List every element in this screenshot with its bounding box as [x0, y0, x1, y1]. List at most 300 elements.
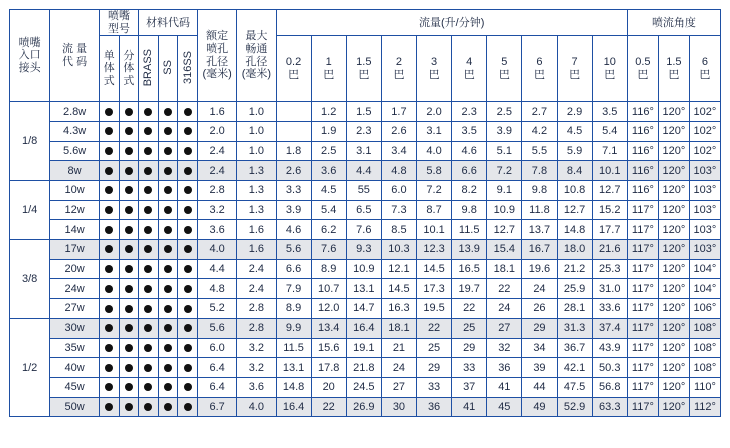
flow-code-cell: 14w	[50, 220, 100, 240]
rated-orifice-cell: 5.2	[198, 299, 237, 319]
flow-value-cell: 12.1	[381, 259, 416, 279]
flow-value-cell: 2.6	[381, 121, 416, 141]
flow-value-cell: 16.3	[381, 299, 416, 319]
filled-dot-icon	[184, 265, 192, 273]
rated-orifice-cell: 3.2	[198, 200, 237, 220]
flow-value-cell: 2.0	[417, 102, 452, 122]
flow-value-cell: 11.8	[522, 200, 557, 220]
flow-value-cell: 3.5	[452, 121, 487, 141]
max-passage-cell: 2.4	[237, 279, 276, 299]
availability-dot-cell	[139, 377, 159, 397]
flow-value-cell: 33	[417, 377, 452, 397]
filled-dot-icon	[164, 186, 172, 194]
single-piece-header: 单 体 式	[99, 36, 119, 102]
filled-dot-icon	[164, 206, 172, 214]
filled-dot-icon	[164, 167, 172, 175]
spray-angle-cell: 103°	[689, 220, 720, 240]
flow-value-cell: 4.0	[417, 141, 452, 161]
flow-value-cell: 3.1	[346, 141, 381, 161]
flow-value-cell: 2.7	[522, 102, 557, 122]
filled-dot-icon	[184, 403, 192, 411]
flow-value-cell: 7.1	[592, 141, 627, 161]
filled-dot-icon	[144, 226, 152, 234]
flow-value-cell: 7.8	[522, 161, 557, 181]
rated-orifice-cell: 4.4	[198, 259, 237, 279]
flow-code-cell: 20w	[50, 259, 100, 279]
flow-value-cell: 9.1	[487, 181, 522, 201]
flow-value-cell: 22	[311, 397, 346, 417]
flow-value-cell: 11.5	[276, 338, 311, 358]
flow-value-cell: 7.6	[311, 240, 346, 260]
filled-dot-icon	[184, 245, 192, 253]
table-row	[10, 358, 721, 378]
table-row	[10, 377, 721, 397]
spray-angle-cell: 116°	[627, 141, 658, 161]
spray-angle-cell: 120°	[658, 397, 689, 417]
angle-pressure-header: 0.5 巴	[627, 36, 658, 102]
table-row	[10, 220, 721, 240]
flow-value-cell: 26.9	[346, 397, 381, 417]
availability-dot-cell	[99, 141, 119, 161]
flow-value-cell: 19.5	[417, 299, 452, 319]
availability-dot-cell	[139, 181, 159, 201]
availability-dot-cell	[139, 397, 159, 417]
flow-value-cell: 43.9	[592, 338, 627, 358]
spray-angle-cell: 120°	[658, 259, 689, 279]
spray-angle-cell: 102°	[689, 121, 720, 141]
filled-dot-icon	[164, 108, 172, 116]
flow-value-cell: 10.9	[487, 200, 522, 220]
filled-dot-icon	[125, 285, 133, 293]
flow-value-cell: 31.3	[557, 318, 592, 338]
rated-orifice-cell: 6.4	[198, 358, 237, 378]
flow-value-cell: 6.2	[311, 220, 346, 240]
max-passage-cell: 2.8	[237, 299, 276, 319]
flow-value-cell: 6.0	[381, 181, 416, 201]
availability-dot-cell	[178, 161, 198, 181]
max-passage-cell: 2.4	[237, 259, 276, 279]
flow-value-cell: 5.5	[522, 141, 557, 161]
availability-dot-cell	[158, 181, 178, 201]
flow-value-cell: 15.2	[592, 200, 627, 220]
flow-value-cell: 18.1	[487, 259, 522, 279]
filled-dot-icon	[125, 127, 133, 135]
spray-angle-cell: 117°	[627, 299, 658, 319]
max-passage-cell: 1.3	[237, 181, 276, 201]
flow-value-cell: 12.3	[417, 240, 452, 260]
flow-value-cell: 14.8	[557, 220, 592, 240]
flow-value-cell: 56.8	[592, 377, 627, 397]
flow-code-cell: 40w	[50, 358, 100, 378]
flow-value-cell: 5.4	[592, 121, 627, 141]
spray-angle-cell: 120°	[658, 377, 689, 397]
rated-orifice-cell: 2.0	[198, 121, 237, 141]
filled-dot-icon	[105, 167, 113, 175]
availability-dot-cell	[139, 240, 159, 260]
flow-value-cell: 16.7	[522, 240, 557, 260]
flow-value-cell: 25.9	[557, 279, 592, 299]
table-row	[10, 121, 721, 141]
max-passage-cell: 3.2	[237, 338, 276, 358]
flow-value-cell: 52.9	[557, 397, 592, 417]
flow-value-cell: 15.6	[311, 338, 346, 358]
spray-angle-cell: 102°	[689, 102, 720, 122]
inlet-size-cell: 1/4	[10, 181, 50, 240]
filled-dot-icon	[144, 108, 152, 116]
flow-value-cell: 9.9	[276, 318, 311, 338]
rated-orifice-cell: 2.8	[198, 181, 237, 201]
flow-value-cell: 7.9	[276, 279, 311, 299]
filled-dot-icon	[164, 147, 172, 155]
availability-dot-cell	[99, 161, 119, 181]
flow-value-cell: 13.4	[311, 318, 346, 338]
filled-dot-icon	[144, 383, 152, 391]
spray-angle-cell: 120°	[658, 220, 689, 240]
max-passage-cell: 1.3	[237, 161, 276, 181]
flow-value-cell: 7.2	[487, 161, 522, 181]
spray-angle-cell: 117°	[627, 318, 658, 338]
spray-nozzle-spec-table-container	[9, 9, 721, 417]
pressure-header: 4 巴	[452, 36, 487, 102]
availability-dot-cell	[119, 279, 139, 299]
filled-dot-icon	[184, 305, 192, 313]
flow-value-cell: 37	[452, 377, 487, 397]
filled-dot-icon	[105, 108, 113, 116]
spray-angle-cell: 117°	[627, 220, 658, 240]
spray-angle-cell: 120°	[658, 318, 689, 338]
spray-angle-cell: 120°	[658, 358, 689, 378]
flow-code-cell: 12w	[50, 200, 100, 220]
flow-value-cell	[276, 102, 311, 122]
spray-angle-cell: 120°	[658, 338, 689, 358]
spray-angle-cell: 120°	[658, 200, 689, 220]
spray-angle-cell: 120°	[658, 102, 689, 122]
flow-value-cell: 24.5	[346, 377, 381, 397]
availability-dot-cell	[119, 338, 139, 358]
availability-dot-cell	[158, 338, 178, 358]
availability-dot-cell	[99, 318, 119, 338]
filled-dot-icon	[164, 305, 172, 313]
table-row	[10, 338, 721, 358]
availability-dot-cell	[139, 141, 159, 161]
availability-dot-cell	[99, 259, 119, 279]
spray-angle-cell: 108°	[689, 338, 720, 358]
flow-code-cell: 27w	[50, 299, 100, 319]
filled-dot-icon	[184, 324, 192, 332]
availability-dot-cell	[178, 377, 198, 397]
flow-value-cell: 3.6	[311, 161, 346, 181]
rated-orifice-cell: 4.0	[198, 240, 237, 260]
flow-value-cell: 24	[522, 279, 557, 299]
flow-value-cell: 1.7	[381, 102, 416, 122]
flow-value-cell: 49	[522, 397, 557, 417]
flow-value-cell: 6.5	[346, 200, 381, 220]
flow-value-cell: 33.6	[592, 299, 627, 319]
spray-angle-cell: 120°	[658, 161, 689, 181]
pressure-header: 10 巴	[592, 36, 627, 102]
filled-dot-icon	[105, 147, 113, 155]
flow-value-cell: 3.3	[276, 181, 311, 201]
flow-value-cell: 8.2	[452, 181, 487, 201]
filled-dot-icon	[164, 127, 172, 135]
flow-code-cell: 10w	[50, 181, 100, 201]
filled-dot-icon	[125, 305, 133, 313]
flow-value-cell: 17.8	[311, 358, 346, 378]
material-code-header: 材料代码	[139, 10, 198, 36]
flow-value-cell: 34	[522, 338, 557, 358]
flow-value-cell: 2.5	[487, 102, 522, 122]
flow-value-cell: 10.7	[311, 279, 346, 299]
angle-pressure-header: 1.5 巴	[658, 36, 689, 102]
flow-value-cell: 24	[487, 299, 522, 319]
availability-dot-cell	[178, 358, 198, 378]
flow-value-cell: 8.5	[381, 220, 416, 240]
flow-value-cell: 21.8	[346, 358, 381, 378]
flow-code-cell: 30w	[50, 318, 100, 338]
availability-dot-cell	[178, 181, 198, 201]
filled-dot-icon	[164, 226, 172, 234]
flow-value-cell: 47.5	[557, 377, 592, 397]
table-row	[10, 141, 721, 161]
availability-dot-cell	[178, 102, 198, 122]
flow-value-cell: 8.7	[417, 200, 452, 220]
flow-value-cell: 3.1	[417, 121, 452, 141]
filled-dot-icon	[125, 245, 133, 253]
flow-value-cell: 2.5	[311, 141, 346, 161]
filled-dot-icon	[125, 383, 133, 391]
filled-dot-icon	[125, 265, 133, 273]
spray-angle-cell: 120°	[658, 181, 689, 201]
filled-dot-icon	[184, 383, 192, 391]
table-row	[10, 259, 721, 279]
flow-value-cell: 32	[487, 338, 522, 358]
filled-dot-icon	[125, 186, 133, 194]
availability-dot-cell	[119, 358, 139, 378]
flow-code-cell: 50w	[50, 397, 100, 417]
spray-angle-cell: 102°	[689, 141, 720, 161]
spray-angle-cell: 120°	[658, 121, 689, 141]
flow-value-cell: 1.2	[311, 102, 346, 122]
filled-dot-icon	[105, 226, 113, 234]
flow-value-cell: 36.7	[557, 338, 592, 358]
flow-value-cell: 27	[487, 318, 522, 338]
flow-code-cell: 24w	[50, 279, 100, 299]
flow-value-cell: 11.5	[452, 220, 487, 240]
max-passage-cell: 1.6	[237, 240, 276, 260]
flow-value-cell: 17.3	[417, 279, 452, 299]
flow-value-cell	[276, 121, 311, 141]
filled-dot-icon	[164, 265, 172, 273]
flow-value-cell: 25	[417, 338, 452, 358]
flow-value-cell: 37.4	[592, 318, 627, 338]
flow-value-cell: 14.8	[276, 377, 311, 397]
flow-value-cell: 5.9	[557, 141, 592, 161]
filled-dot-icon	[164, 383, 172, 391]
pressure-header: 1 巴	[311, 36, 346, 102]
flow-value-cell: 2.9	[557, 102, 592, 122]
flow-code-cell: 35w	[50, 338, 100, 358]
filled-dot-icon	[164, 403, 172, 411]
flow-value-cell: 10.1	[417, 220, 452, 240]
table-row	[10, 279, 721, 299]
flow-value-cell: 29	[522, 318, 557, 338]
filled-dot-icon	[125, 206, 133, 214]
availability-dot-cell	[99, 181, 119, 201]
filled-dot-icon	[144, 403, 152, 411]
flow-value-cell: 13.1	[346, 279, 381, 299]
flow-value-cell: 7.2	[417, 181, 452, 201]
availability-dot-cell	[139, 121, 159, 141]
flow-value-cell: 13.7	[522, 220, 557, 240]
filled-dot-icon	[105, 383, 113, 391]
flow-value-cell: 14.5	[381, 279, 416, 299]
spray-angle-cell: 104°	[689, 259, 720, 279]
flow-value-cell: 22	[417, 318, 452, 338]
flow-value-cell: 9.8	[452, 200, 487, 220]
availability-dot-cell	[99, 121, 119, 141]
max-passage-cell: 1.0	[237, 141, 276, 161]
spray-angle-cell: 103°	[689, 240, 720, 260]
filled-dot-icon	[125, 344, 133, 352]
table-row	[10, 299, 721, 319]
availability-dot-cell	[178, 141, 198, 161]
filled-dot-icon	[125, 403, 133, 411]
filled-dot-icon	[164, 245, 172, 253]
flow-value-cell: 14.5	[417, 259, 452, 279]
filled-dot-icon	[105, 265, 113, 273]
flow-value-cell: 6.6	[276, 259, 311, 279]
availability-dot-cell	[158, 377, 178, 397]
filled-dot-icon	[164, 324, 172, 332]
flow-value-cell: 4.5	[311, 181, 346, 201]
availability-dot-cell	[99, 102, 119, 122]
table-row	[10, 240, 721, 260]
flow-value-cell: 36	[417, 397, 452, 417]
flow-value-cell: 4.4	[346, 161, 381, 181]
flow-value-cell: 12.7	[557, 200, 592, 220]
flow-value-cell: 5.8	[417, 161, 452, 181]
availability-dot-cell	[119, 318, 139, 338]
filled-dot-icon	[125, 324, 133, 332]
availability-dot-cell	[178, 121, 198, 141]
rated-orifice-cell: 3.6	[198, 220, 237, 240]
availability-dot-cell	[158, 200, 178, 220]
filled-dot-icon	[184, 127, 192, 135]
flow-value-cell: 30	[381, 397, 416, 417]
flow-value-cell: 33	[452, 358, 487, 378]
flow-value-cell: 22	[487, 279, 522, 299]
max-passage-header: 最大 畅通 孔径 (毫米)	[237, 10, 276, 102]
flow-value-cell: 22	[452, 299, 487, 319]
max-passage-cell: 3.2	[237, 358, 276, 378]
spray-angle-cell: 103°	[689, 200, 720, 220]
filled-dot-icon	[184, 147, 192, 155]
flow-value-cell: 16.4	[276, 397, 311, 417]
flow-code-cell: 8w	[50, 161, 100, 181]
flow-value-cell: 5.4	[311, 200, 346, 220]
spray-angle-cell: 120°	[658, 240, 689, 260]
rated-orifice-header: 额定 喷孔 孔径 (毫米)	[198, 10, 237, 102]
flow-value-cell: 26	[522, 299, 557, 319]
filled-dot-icon	[105, 364, 113, 372]
spec-table-body	[10, 102, 721, 417]
table-row	[10, 161, 721, 181]
filled-dot-icon	[144, 206, 152, 214]
flow-value-cell: 24	[381, 358, 416, 378]
flow-value-cell: 4.5	[557, 121, 592, 141]
flow-value-cell: 13.1	[276, 358, 311, 378]
availability-dot-cell	[119, 299, 139, 319]
spray-nozzle-spec-table	[9, 9, 721, 417]
table-row	[10, 397, 721, 417]
flow-value-cell: 28.1	[557, 299, 592, 319]
spray-angle-cell: 116°	[627, 121, 658, 141]
rated-orifice-cell: 6.7	[198, 397, 237, 417]
filled-dot-icon	[125, 108, 133, 116]
flow-value-cell: 25	[452, 318, 487, 338]
availability-dot-cell	[158, 397, 178, 417]
table-row	[10, 181, 721, 201]
rated-orifice-cell: 4.8	[198, 279, 237, 299]
availability-dot-cell	[178, 259, 198, 279]
filled-dot-icon	[105, 127, 113, 135]
spray-angle-cell: 106°	[689, 299, 720, 319]
pressure-header: 2 巴	[381, 36, 416, 102]
flow-value-cell: 17.7	[592, 220, 627, 240]
filled-dot-icon	[184, 226, 192, 234]
spray-angle-header: 喷流角度	[627, 10, 720, 36]
flow-code-cell: 5.6w	[50, 141, 100, 161]
pressure-header: 7 巴	[557, 36, 592, 102]
filled-dot-icon	[144, 344, 152, 352]
availability-dot-cell	[119, 161, 139, 181]
availability-dot-cell	[178, 338, 198, 358]
spray-angle-cell: 108°	[689, 318, 720, 338]
flow-value-cell: 55	[346, 181, 381, 201]
spray-angle-cell: 112°	[689, 397, 720, 417]
flow-value-cell: 45	[487, 397, 522, 417]
flow-value-cell: 4.6	[276, 220, 311, 240]
availability-dot-cell	[139, 220, 159, 240]
flow-value-cell: 44	[522, 377, 557, 397]
rated-orifice-cell: 6.0	[198, 338, 237, 358]
filled-dot-icon	[105, 403, 113, 411]
flow-rate-header: 流量(升/分钟)	[276, 10, 627, 36]
flow-value-cell: 21	[381, 338, 416, 358]
availability-dot-cell	[139, 200, 159, 220]
availability-dot-cell	[178, 240, 198, 260]
filled-dot-icon	[105, 285, 113, 293]
pressure-header: 6 巴	[522, 36, 557, 102]
flow-value-cell: 7.6	[346, 220, 381, 240]
flow-value-cell: 12.7	[592, 181, 627, 201]
filled-dot-icon	[125, 364, 133, 372]
filled-dot-icon	[144, 147, 152, 155]
filled-dot-icon	[144, 285, 152, 293]
availability-dot-cell	[99, 397, 119, 417]
flow-value-cell: 18.0	[557, 240, 592, 260]
flow-value-cell: 2.3	[452, 102, 487, 122]
availability-dot-cell	[158, 141, 178, 161]
spray-angle-cell: 110°	[689, 377, 720, 397]
flow-value-cell: 4.6	[452, 141, 487, 161]
flow-value-cell: 50.3	[592, 358, 627, 378]
availability-dot-cell	[139, 279, 159, 299]
flow-value-cell: 3.5	[592, 102, 627, 122]
availability-dot-cell	[139, 318, 159, 338]
flow-value-cell: 7.3	[381, 200, 416, 220]
availability-dot-cell	[119, 220, 139, 240]
